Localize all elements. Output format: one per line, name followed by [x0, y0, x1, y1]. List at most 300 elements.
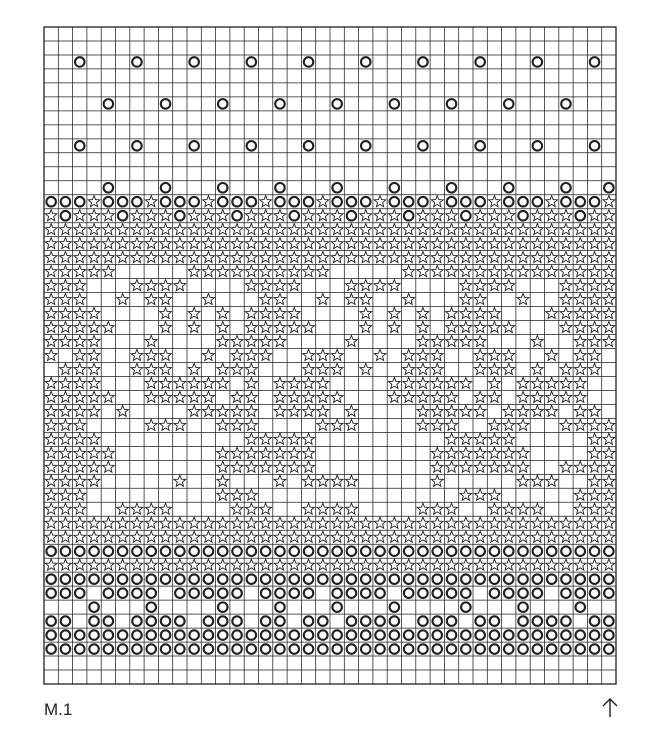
circle-symbol-icon: [375, 630, 385, 640]
star-symbol-icon: [60, 461, 72, 472]
circle-symbol-icon: [304, 630, 314, 640]
star-symbol-icon: [517, 238, 529, 249]
circle-symbol-icon: [232, 630, 242, 640]
star-symbol-icon: [145, 559, 157, 570]
star-symbol-icon: [403, 224, 415, 235]
star-symbol-icon: [45, 265, 57, 276]
star-symbol-icon: [303, 321, 315, 332]
circle-symbol-icon: [475, 630, 485, 640]
circle-symbol-icon: [332, 546, 342, 556]
star-symbol-icon: [474, 405, 486, 416]
star-symbol-icon: [389, 321, 401, 332]
star-symbol-icon: [389, 391, 401, 402]
star-symbol-icon: [503, 238, 515, 249]
star-symbol-icon: [145, 293, 157, 304]
circle-symbol-icon: [132, 57, 142, 67]
star-symbol-icon: [431, 419, 443, 430]
circle-symbol-icon: [461, 546, 471, 556]
star-symbol-icon: [532, 224, 544, 235]
star-symbol-icon: [303, 503, 315, 514]
star-symbol-icon: [346, 559, 358, 570]
star-symbol-icon: [246, 238, 258, 249]
circle-symbol-icon: [475, 644, 485, 654]
star-symbol-icon: [560, 224, 572, 235]
star-symbol-icon: [517, 461, 529, 472]
circle-symbol-icon: [561, 644, 571, 654]
star-symbol-icon: [260, 349, 272, 360]
star-symbol-icon: [517, 405, 529, 416]
star-symbol-icon: [517, 224, 529, 235]
star-symbol-icon: [88, 321, 100, 332]
star-symbol-icon: [60, 531, 72, 542]
circle-symbol-icon: [304, 574, 314, 584]
star-symbol-icon: [603, 252, 615, 263]
star-symbol-icon: [174, 279, 186, 290]
star-symbol-icon: [74, 377, 86, 388]
circle-symbol-icon: [604, 644, 614, 654]
star-symbol-icon: [174, 531, 186, 542]
circle-symbol-icon: [275, 630, 285, 640]
star-symbol-icon: [188, 531, 200, 542]
star-symbol-icon: [417, 265, 429, 276]
star-symbol-icon: [374, 279, 386, 290]
circle-symbol-icon: [332, 588, 342, 598]
star-symbol-icon: [88, 377, 100, 388]
star-symbol-icon: [474, 531, 486, 542]
star-symbol-icon: [217, 363, 229, 374]
star-symbol-icon: [431, 238, 443, 249]
circle-symbol-icon: [161, 546, 171, 556]
star-symbol-icon: [117, 405, 129, 416]
star-symbol-icon: [489, 391, 501, 402]
star-symbol-icon: [417, 391, 429, 402]
star-symbol-icon: [374, 210, 386, 221]
circle-symbol-icon: [218, 616, 228, 626]
star-symbol-icon: [360, 363, 372, 374]
star-symbol-icon: [331, 475, 343, 486]
star-symbol-icon: [431, 447, 443, 458]
star-symbol-icon: [446, 531, 458, 542]
star-symbol-icon: [45, 321, 57, 332]
circle-symbol-icon: [404, 211, 414, 221]
circle-symbol-icon: [175, 546, 185, 556]
star-symbol-icon: [74, 238, 86, 249]
star-symbol-icon: [431, 210, 443, 221]
circle-symbol-icon: [332, 602, 342, 612]
star-symbol-icon: [103, 265, 115, 276]
circle-symbol-icon: [75, 644, 85, 654]
star-symbol-icon: [74, 321, 86, 332]
circle-symbol-icon: [118, 546, 128, 556]
circle-symbol-icon: [361, 546, 371, 556]
star-symbol-icon: [532, 391, 544, 402]
star-symbol-icon: [246, 321, 258, 332]
star-symbol-icon: [260, 210, 272, 221]
star-symbol-icon: [103, 238, 115, 249]
star-symbol-icon: [45, 391, 57, 402]
circle-symbol-icon: [432, 588, 442, 598]
star-symbol-icon: [317, 363, 329, 374]
star-symbol-icon: [489, 279, 501, 290]
star-symbol-icon: [360, 321, 372, 332]
circle-symbol-icon: [604, 183, 614, 193]
circle-symbol-icon: [218, 183, 228, 193]
star-symbol-icon: [532, 405, 544, 416]
circle-symbol-icon: [390, 630, 400, 640]
star-symbol-icon: [474, 335, 486, 346]
circle-symbol-icon: [590, 644, 600, 654]
star-symbol-icon: [60, 391, 72, 402]
circle-symbol-icon: [275, 616, 285, 626]
star-symbol-icon: [560, 238, 572, 249]
star-symbol-icon: [560, 391, 572, 402]
star-symbol-icon: [45, 377, 57, 388]
star-symbol-icon: [303, 363, 315, 374]
star-symbol-icon: [231, 419, 243, 430]
circle-symbol-icon: [390, 546, 400, 556]
star-symbol-icon: [317, 391, 329, 402]
star-symbol-icon: [74, 363, 86, 374]
star-symbol-icon: [474, 461, 486, 472]
star-symbol-icon: [260, 224, 272, 235]
star-symbol-icon: [589, 363, 601, 374]
circle-symbol-icon: [289, 630, 299, 640]
star-symbol-icon: [45, 252, 57, 263]
star-symbol-icon: [131, 252, 143, 263]
star-symbol-icon: [160, 210, 172, 221]
circle-symbol-icon: [304, 546, 314, 556]
star-symbol-icon: [474, 238, 486, 249]
circle-symbol-icon: [46, 546, 56, 556]
star-symbol-icon: [303, 265, 315, 276]
star-symbol-icon: [603, 447, 615, 458]
star-symbol-icon: [203, 517, 215, 528]
star-symbol-icon: [603, 503, 615, 514]
star-symbol-icon: [431, 391, 443, 402]
circle-symbol-icon: [390, 197, 400, 207]
star-symbol-icon: [489, 210, 501, 221]
star-symbol-icon: [460, 279, 472, 290]
circle-symbol-icon: [61, 644, 71, 654]
star-symbol-icon: [317, 377, 329, 388]
star-symbol-icon: [260, 265, 272, 276]
star-symbol-icon: [317, 475, 329, 486]
star-symbol-icon: [231, 531, 243, 542]
circle-symbol-icon: [533, 574, 543, 584]
star-symbol-icon: [389, 517, 401, 528]
star-symbol-icon: [460, 238, 472, 249]
star-symbol-icon: [174, 419, 186, 430]
circle-symbol-icon: [318, 630, 328, 640]
circle-symbol-icon: [161, 197, 171, 207]
circle-symbol-icon: [204, 588, 214, 598]
circle-symbol-icon: [347, 574, 357, 584]
star-symbol-icon: [231, 391, 243, 402]
circle-symbol-icon: [261, 644, 271, 654]
star-symbol-icon: [403, 559, 415, 570]
star-symbol-icon: [288, 461, 300, 472]
star-symbol-icon: [560, 517, 572, 528]
star-symbol-icon: [231, 252, 243, 263]
star-symbol-icon: [446, 335, 458, 346]
star-symbol-icon: [231, 349, 243, 360]
star-symbol-icon: [203, 224, 215, 235]
star-symbol-icon: [45, 210, 57, 221]
star-symbol-icon: [574, 307, 586, 318]
star-symbol-icon: [589, 224, 601, 235]
star-symbol-icon: [446, 391, 458, 402]
star-symbol-icon: [546, 238, 558, 249]
circle-symbol-icon: [75, 197, 85, 207]
star-symbol-icon: [246, 363, 258, 374]
star-symbol-icon: [160, 321, 172, 332]
star-symbol-icon: [317, 559, 329, 570]
circle-symbol-icon: [75, 574, 85, 584]
circle-symbol-icon: [89, 602, 99, 612]
circle-symbol-icon: [504, 630, 514, 640]
circle-symbol-icon: [404, 644, 414, 654]
star-symbol-icon: [417, 252, 429, 263]
star-symbol-icon: [603, 279, 615, 290]
star-symbol-icon: [260, 252, 272, 263]
star-symbol-icon: [474, 363, 486, 374]
circle-symbol-icon: [247, 644, 257, 654]
star-symbol-icon: [503, 224, 515, 235]
star-symbol-icon: [603, 224, 615, 235]
star-symbol-icon: [403, 238, 415, 249]
star-symbol-icon: [532, 335, 544, 346]
star-symbol-icon: [431, 559, 443, 570]
star-symbol-icon: [417, 517, 429, 528]
star-symbol-icon: [217, 531, 229, 542]
star-symbol-icon: [103, 447, 115, 458]
circle-symbol-icon: [390, 183, 400, 193]
star-symbol-icon: [74, 405, 86, 416]
star-symbol-icon: [174, 238, 186, 249]
star-symbol-icon: [346, 517, 358, 528]
star-symbol-icon: [174, 252, 186, 263]
circle-symbol-icon: [461, 197, 471, 207]
star-symbol-icon: [217, 517, 229, 528]
circle-symbol-icon: [561, 616, 571, 626]
circle-symbol-icon: [475, 546, 485, 556]
star-symbol-icon: [288, 531, 300, 542]
star-symbol-icon: [246, 447, 258, 458]
circle-symbol-icon: [361, 57, 371, 67]
star-symbol-icon: [260, 531, 272, 542]
star-symbol-icon: [503, 531, 515, 542]
star-symbol-icon: [288, 307, 300, 318]
circle-symbol-icon: [404, 588, 414, 598]
circle-symbol-icon: [204, 616, 214, 626]
star-symbol-icon: [246, 503, 258, 514]
circle-symbol-icon: [146, 616, 156, 626]
star-symbol-icon: [74, 391, 86, 402]
star-symbol-icon: [546, 307, 558, 318]
circle-symbol-icon: [275, 644, 285, 654]
star-symbol-icon: [546, 405, 558, 416]
circle-symbol-icon: [247, 57, 257, 67]
star-symbol-icon: [546, 224, 558, 235]
star-symbol-icon: [589, 238, 601, 249]
circle-symbol-icon: [504, 99, 514, 109]
star-symbol-icon: [489, 517, 501, 528]
star-symbol-icon: [117, 238, 129, 249]
circle-symbol-icon: [118, 630, 128, 640]
star-symbol-icon: [331, 224, 343, 235]
star-symbol-icon: [546, 391, 558, 402]
circle-symbol-icon: [247, 197, 257, 207]
star-symbol-icon: [246, 559, 258, 570]
star-symbol-icon: [417, 321, 429, 332]
circle-symbol-icon: [232, 546, 242, 556]
star-symbol-icon: [574, 503, 586, 514]
star-symbol-icon: [460, 405, 472, 416]
star-symbol-icon: [417, 307, 429, 318]
star-symbol-icon: [74, 349, 86, 360]
star-symbol-icon: [489, 252, 501, 263]
star-symbol-icon: [317, 224, 329, 235]
circle-symbol-icon: [561, 630, 571, 640]
star-symbol-icon: [160, 238, 172, 249]
star-symbol-icon: [88, 447, 100, 458]
circle-symbol-icon: [447, 588, 457, 598]
star-symbol-icon: [203, 349, 215, 360]
star-symbol-icon: [188, 252, 200, 263]
star-symbol-icon: [145, 419, 157, 430]
star-symbol-icon: [188, 210, 200, 221]
star-symbol-icon: [474, 265, 486, 276]
star-symbol-icon: [503, 321, 515, 332]
circle-symbol-icon: [89, 630, 99, 640]
star-symbol-icon: [560, 252, 572, 263]
star-symbol-icon: [503, 419, 515, 430]
star-symbol-icon: [303, 349, 315, 360]
star-symbol-icon: [174, 377, 186, 388]
star-symbol-icon: [145, 224, 157, 235]
star-symbol-icon: [45, 489, 57, 500]
circle-symbol-icon: [318, 616, 328, 626]
star-symbol-icon: [246, 307, 258, 318]
star-symbol-icon: [45, 559, 57, 570]
star-symbol-icon: [474, 321, 486, 332]
star-symbol-icon: [188, 321, 200, 332]
star-symbol-icon: [603, 461, 615, 472]
chart-label: M.1: [44, 700, 73, 719]
circle-symbol-icon: [461, 630, 471, 640]
star-symbol-icon: [389, 377, 401, 388]
star-symbol-icon: [45, 293, 57, 304]
circle-symbol-icon: [490, 644, 500, 654]
star-symbol-icon: [217, 238, 229, 249]
star-symbol-icon: [60, 265, 72, 276]
star-symbol-icon: [303, 517, 315, 528]
star-symbol-icon: [489, 349, 501, 360]
star-symbol-icon: [317, 196, 329, 207]
circle-symbol-icon: [390, 574, 400, 584]
star-symbol-icon: [589, 419, 601, 430]
star-symbol-icon: [474, 224, 486, 235]
star-symbol-icon: [603, 531, 615, 542]
star-symbol-icon: [603, 419, 615, 430]
star-symbol-icon: [546, 252, 558, 263]
star-symbol-icon: [589, 210, 601, 221]
star-symbol-icon: [574, 531, 586, 542]
star-symbol-icon: [517, 377, 529, 388]
circle-symbol-icon: [418, 57, 428, 67]
star-symbol-icon: [417, 238, 429, 249]
star-symbol-icon: [274, 279, 286, 290]
circle-symbol-icon: [561, 574, 571, 584]
star-symbol-icon: [145, 335, 157, 346]
star-symbol-icon: [403, 377, 415, 388]
star-symbol-icon: [446, 447, 458, 458]
circle-symbol-icon: [189, 644, 199, 654]
star-symbol-icon: [517, 531, 529, 542]
star-symbol-icon: [288, 279, 300, 290]
circle-symbol-icon: [189, 574, 199, 584]
star-symbol-icon: [131, 503, 143, 514]
star-symbol-icon: [260, 503, 272, 514]
star-symbol-icon: [260, 461, 272, 472]
star-symbol-icon: [374, 252, 386, 263]
star-symbol-icon: [103, 559, 115, 570]
circle-symbol-icon: [432, 616, 442, 626]
star-symbol-icon: [446, 224, 458, 235]
star-symbol-icon: [603, 475, 615, 486]
star-symbol-icon: [346, 293, 358, 304]
star-symbol-icon: [517, 475, 529, 486]
circle-symbol-icon: [347, 588, 357, 598]
star-symbol-icon: [589, 517, 601, 528]
star-symbol-icon: [188, 517, 200, 528]
circle-symbol-icon: [575, 197, 585, 207]
star-symbol-icon: [74, 517, 86, 528]
star-symbol-icon: [331, 210, 343, 221]
circle-symbol-icon: [89, 644, 99, 654]
circle-symbol-icon: [533, 588, 543, 598]
circle-symbol-icon: [533, 57, 543, 67]
star-symbol-icon: [346, 503, 358, 514]
circle-symbol-icon: [89, 546, 99, 556]
star-symbol-icon: [474, 489, 486, 500]
star-symbol-icon: [460, 377, 472, 388]
star-symbol-icon: [45, 279, 57, 290]
star-symbol-icon: [74, 433, 86, 444]
circle-symbol-icon: [232, 588, 242, 598]
star-symbol-icon: [145, 238, 157, 249]
star-symbol-icon: [331, 517, 343, 528]
star-symbol-icon: [274, 447, 286, 458]
star-symbol-icon: [517, 559, 529, 570]
star-symbol-icon: [288, 252, 300, 263]
star-symbol-icon: [546, 517, 558, 528]
circle-symbol-icon: [89, 574, 99, 584]
circle-symbol-icon: [504, 644, 514, 654]
circle-symbol-icon: [332, 99, 342, 109]
star-symbol-icon: [460, 531, 472, 542]
circle-symbol-icon: [575, 588, 585, 598]
star-symbol-icon: [145, 279, 157, 290]
circle-symbol-icon: [104, 574, 114, 584]
star-symbol-icon: [503, 503, 515, 514]
circle-symbol-icon: [118, 211, 128, 221]
star-symbol-icon: [360, 531, 372, 542]
circle-symbol-icon: [61, 588, 71, 598]
star-symbol-icon: [346, 335, 358, 346]
circle-symbol-icon: [46, 197, 56, 207]
circle-symbol-icon: [275, 183, 285, 193]
